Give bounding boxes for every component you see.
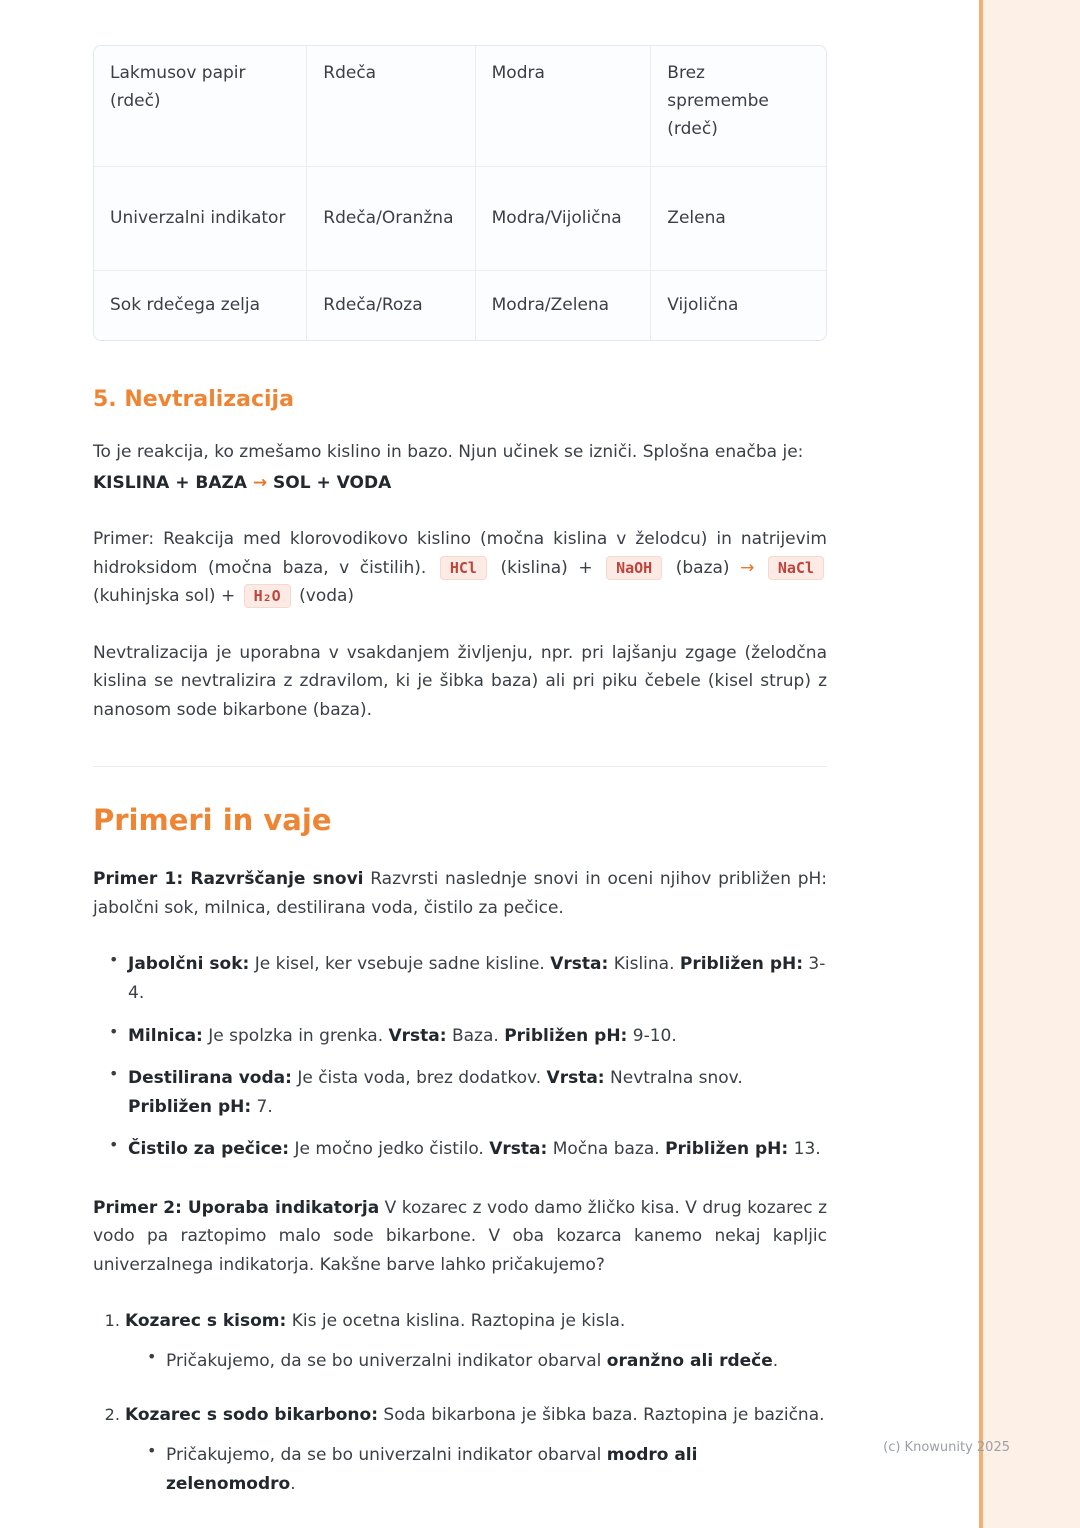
chemical-formula-chip: HCl bbox=[440, 556, 487, 580]
table-cell: Rdeča bbox=[306, 46, 474, 166]
text-segment: Primer 2: Uporaba indikatorja bbox=[93, 1197, 380, 1218]
text-segment: Primer 1: Razvrščanje snovi bbox=[93, 869, 364, 890]
copyright-footer: (c) Knowunity 2025 bbox=[883, 1440, 1010, 1455]
list-item-text bbox=[128, 954, 825, 1003]
table-row bbox=[94, 46, 826, 166]
indicator-table bbox=[93, 45, 827, 341]
text-segment: Nevtralizacija je uporabna v vsakdanjem življenju, npr. pri lajšanju zgage (želodčna kislina se nevtralizira z zdravilom, ki je šibka baza) ali pri piku čebele (kisel strup) z nanosom sode bikarbone (baza). bbox=[93, 642, 827, 720]
table-cell: Sok rdečega zelja bbox=[94, 270, 306, 340]
text-segment: Vrsta: bbox=[489, 1139, 548, 1160]
sub-list bbox=[125, 1347, 827, 1376]
list-item bbox=[107, 950, 827, 1007]
text-segment: Kozarec s kisom: bbox=[125, 1311, 287, 1332]
text-segment: (kuhinjska sol) + bbox=[93, 586, 241, 607]
text-segment: Pričakujemo, da se bo univerzalni indikator obarval bbox=[166, 1350, 607, 1371]
text-segment bbox=[754, 558, 765, 578]
table-cell: Vijolična bbox=[650, 270, 826, 340]
section-divider bbox=[93, 766, 827, 767]
text-segment: Soda bikarbona je šibka baza. Raztopina je bazična. bbox=[378, 1405, 825, 1426]
page-right-stripe bbox=[979, 0, 1080, 1528]
list-item bbox=[145, 1441, 827, 1498]
text-segment: Kislina. bbox=[608, 954, 680, 975]
text-segment: Je močno jedko čistilo. bbox=[289, 1139, 490, 1160]
table-row bbox=[94, 270, 826, 340]
table-cell: Modra/Zelena bbox=[475, 270, 651, 340]
list-item bbox=[145, 1347, 827, 1376]
chemical-formula-chip: NaOH bbox=[606, 556, 662, 580]
text-segment: Približen pH: bbox=[504, 1025, 628, 1046]
text-segment: . bbox=[772, 1350, 779, 1371]
text-segment: Jabolčni sok: bbox=[128, 954, 250, 975]
list-item bbox=[125, 1401, 827, 1498]
text-segment: Destilirana voda: bbox=[128, 1068, 292, 1089]
list-item-text bbox=[128, 1139, 821, 1159]
text-segment: Približen pH: bbox=[665, 1139, 789, 1160]
paragraph-everyday-use bbox=[93, 639, 827, 725]
text-segment: oranžno ali rdeče bbox=[606, 1350, 773, 1371]
list-item bbox=[107, 1064, 827, 1121]
chemical-formula-chip: NaCl bbox=[768, 556, 824, 580]
text-segment: . bbox=[290, 1473, 296, 1494]
indicator-experiment-list bbox=[93, 1307, 827, 1498]
text-segment: 13. bbox=[788, 1139, 821, 1160]
text-segment: KISLINA + BAZA bbox=[93, 472, 253, 493]
table-cell: Brez spremembe (rdeč) bbox=[650, 46, 826, 166]
text-segment: Kozarec s sodo bikarbono: bbox=[125, 1405, 379, 1426]
table-cell: Lakmusov papir (rdeč) bbox=[110, 63, 246, 112]
list-item-text bbox=[128, 1068, 743, 1117]
list-item bbox=[107, 1022, 827, 1051]
paragraph-intro bbox=[93, 438, 827, 467]
text-segment: Je spolzka in grenka. bbox=[202, 1025, 389, 1046]
text-segment: Približen pH: bbox=[128, 1096, 252, 1117]
equation-line bbox=[93, 469, 827, 498]
text-segment: Vrsta: bbox=[388, 1025, 447, 1046]
list-item bbox=[125, 1307, 827, 1375]
text-segment: 7. bbox=[251, 1096, 273, 1117]
list-item-text bbox=[166, 1351, 778, 1371]
sub-list bbox=[125, 1441, 827, 1498]
table-cell: Rdeča/Oranžna bbox=[306, 166, 474, 270]
text-segment: To je reakcija, ko zmešamo kislino in bazo. Njun učinek se izniči. Splošna enačba je: bbox=[93, 442, 804, 462]
text-segment: (kislina) + bbox=[489, 557, 604, 578]
paragraph-primer2 bbox=[93, 1194, 827, 1280]
table-cell: Rdeča/Roza bbox=[306, 270, 474, 340]
table-cell: Zelena bbox=[650, 166, 826, 270]
text-segment: 3-4. bbox=[128, 954, 826, 1004]
paragraph-primer1 bbox=[93, 865, 827, 922]
list-item bbox=[107, 1135, 827, 1164]
text-segment: → bbox=[252, 472, 268, 493]
text-segment: Kis je ocetna kislina. Raztopina je kisla. bbox=[286, 1311, 626, 1332]
page-content bbox=[93, 45, 827, 1524]
text-segment: modro ali zelenomodro bbox=[166, 1445, 698, 1494]
text-segment: Primer: Reakcija med klorovodikovo kislino (močna kislina v želodcu) in natrijevim hidroksidom (močna baza, v čistilih). bbox=[93, 529, 827, 578]
classification-list bbox=[93, 950, 827, 1163]
text-segment: V kozarec z vodo damo žličko kisa. V drug kozarec z vodo pa raztopimo malo sode bikarbone. V oba kozarca kanemo nekaj kapljic univerzalnega indikatorja. Kakšne barve lahko pričakujemo? bbox=[93, 1197, 827, 1275]
text-segment: Nevtralna snov. bbox=[604, 1068, 743, 1089]
section-heading-nevtralizacija: 5. Nevtralizacija bbox=[93, 387, 294, 412]
text-segment: Močna baza. bbox=[547, 1139, 666, 1160]
text-segment: SOL + VODA bbox=[267, 472, 392, 493]
table-cell: Univerzalni indikator bbox=[94, 166, 306, 270]
table-cell: Modra bbox=[475, 46, 651, 166]
chemical-formula-chip: H₂O bbox=[244, 584, 291, 608]
section-heading-primeri: Primeri in vaje bbox=[93, 803, 332, 838]
text-segment: Baza. bbox=[446, 1025, 505, 1046]
list-item-text bbox=[166, 1445, 697, 1494]
text-segment: Milnica: bbox=[128, 1025, 203, 1046]
table-cell: Modra/Vijolična bbox=[475, 166, 651, 270]
list-item-text bbox=[128, 1026, 677, 1046]
text-segment: Približen pH: bbox=[679, 954, 804, 975]
text-segment: Čistilo za pečice: bbox=[128, 1139, 290, 1160]
table-row bbox=[94, 166, 826, 270]
text-segment: Je čista voda, brez dodatkov. bbox=[291, 1068, 547, 1089]
list-item-text bbox=[125, 1401, 827, 1430]
text-segment: Pričakujemo, da se bo univerzalni indikator obarval bbox=[166, 1445, 607, 1466]
list-item-text bbox=[125, 1307, 827, 1336]
text-segment: 9-10. bbox=[627, 1025, 677, 1046]
text-segment: Vrsta: bbox=[546, 1068, 605, 1089]
text-segment: (baza) bbox=[665, 557, 741, 578]
paragraph-example-reaction bbox=[93, 525, 827, 611]
text-segment: Vrsta: bbox=[550, 954, 609, 975]
text-segment: (voda) bbox=[293, 586, 355, 607]
text-segment: Razvrsti naslednje snovi in oceni njihov približen pH: jabolčni sok, milnica, destilirana voda, čistilo za pečice. bbox=[93, 869, 827, 918]
text-segment: Je kisel, ker vsebuje sadne kisline. bbox=[249, 954, 551, 975]
text-segment: → bbox=[740, 557, 755, 578]
